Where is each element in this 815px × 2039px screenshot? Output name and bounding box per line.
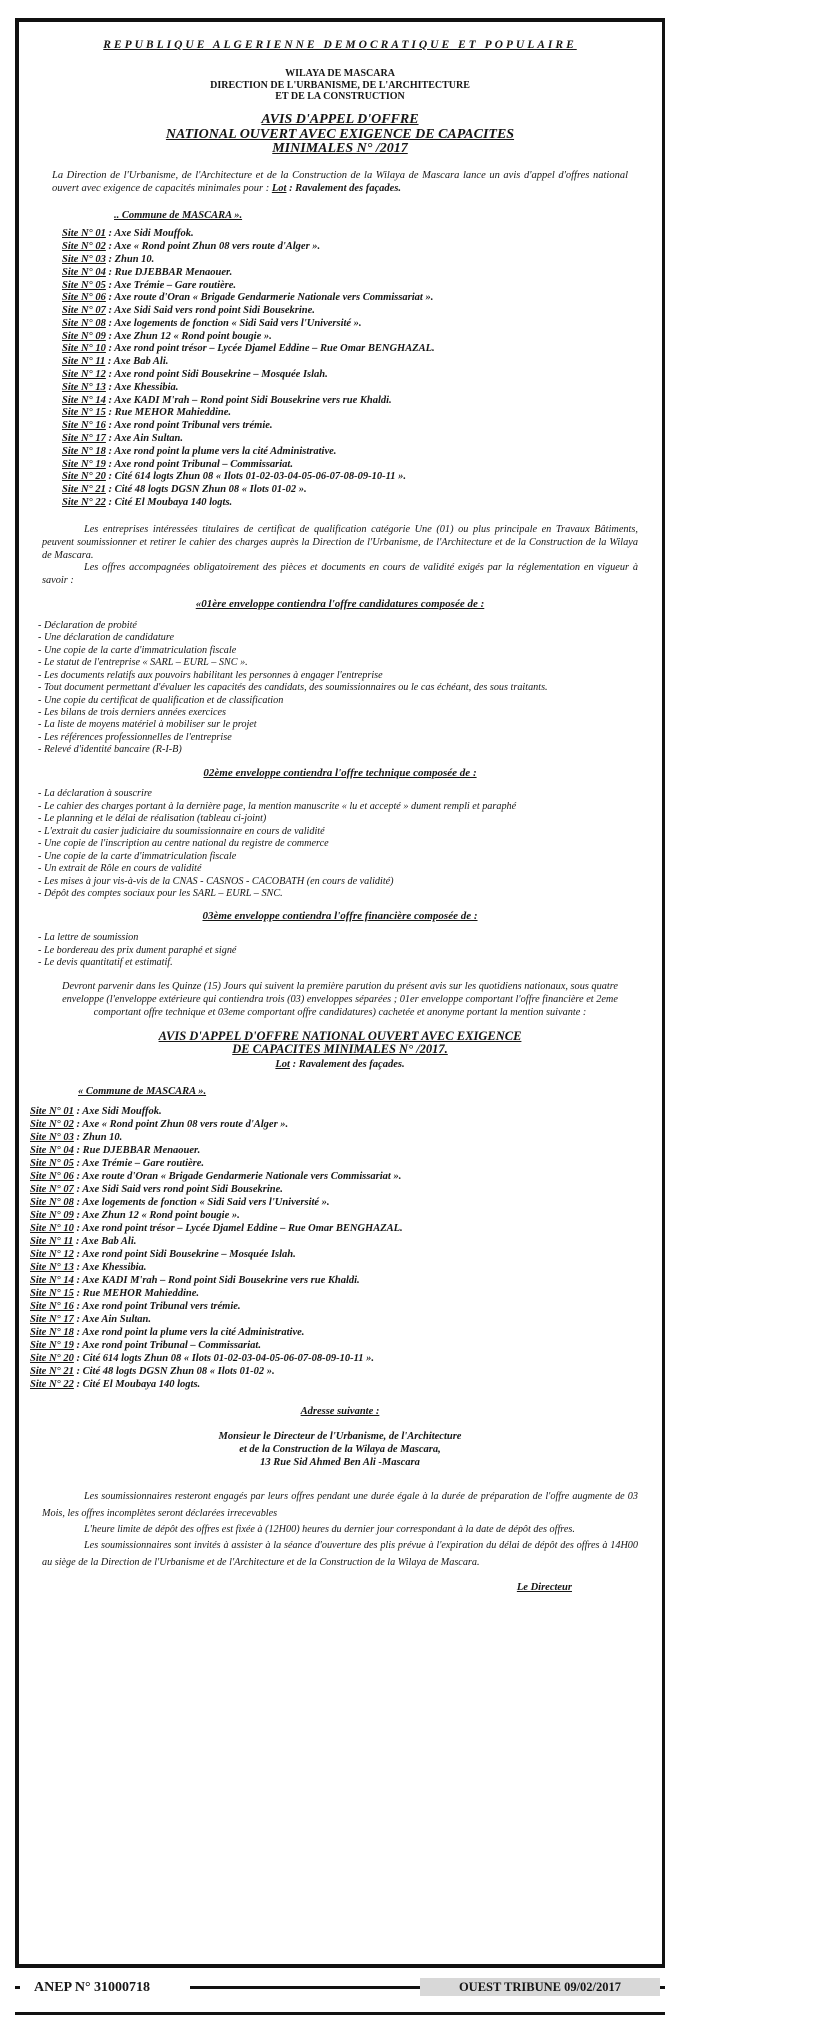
env3-list-item: - Le devis quantitatif et estimatif.: [38, 957, 173, 969]
site-code: Site N° 20: [30, 1352, 74, 1364]
repeat-site-item: [30, 1300, 642, 1313]
env2-list-item: - L'extrait du casier judiciaire du soumissionnaire en cours de validité: [38, 825, 325, 837]
env1-list-item: - Les documents relatifs aux pouvoirs habilitant les personnes à engager l'entreprise: [38, 669, 383, 681]
address-line2: et de la Construction de la Wilaya de Mascara,: [239, 1444, 441, 1456]
env1-list-item: - Une copie du certificat de qualification et de classification: [38, 694, 284, 706]
env1-list-item: - Les bilans de trois derniers années exercices: [38, 706, 226, 718]
site-description: : Axe Sidi Said vers rond point Sidi Bousekrine.: [76, 1183, 283, 1195]
repeat-site-item: [30, 1118, 642, 1131]
site-code: Site N° 19: [62, 458, 106, 470]
notice-title-line2: NATIONAL OUVERT AVEC EXIGENCE DE CAPACITES: [165, 126, 515, 142]
site-description: : Axe logements de fonction « Sidi Said vers l'Université ».: [76, 1196, 330, 1208]
site-code: Site N° 09: [30, 1209, 74, 1221]
direction-header-line2: ET DE LA CONSTRUCTION: [275, 91, 405, 103]
primary-site-item: [62, 292, 642, 305]
repeat-site-item: [30, 1183, 642, 1196]
notice-title-line1: AVIS D'APPEL D'OFFRE: [261, 111, 419, 127]
site-description: : Cité El Moubaya 140 logts.: [76, 1378, 201, 1390]
notice-title: [38, 113, 642, 157]
site-code: Site N° 21: [62, 484, 106, 496]
site-description: : Axe KADI M'rah – Rond point Sidi Bousekrine vers rue Khaldi.: [76, 1274, 360, 1286]
site-code: Site N° 11: [30, 1235, 74, 1247]
site-code: Site N° 08: [62, 317, 106, 329]
site-description: : Rue MEHOR Mahieddine.: [76, 1287, 200, 1299]
primary-site-item: [62, 484, 642, 497]
site-description: : Axe Khessibia.: [76, 1261, 147, 1273]
site-description: : Axe Ain Sultan.: [76, 1313, 151, 1325]
repeat-site-item: [30, 1287, 642, 1300]
site-code: Site N° 12: [30, 1248, 74, 1260]
section2-title: [38, 1030, 642, 1056]
section2-lot-label: Lot: [275, 1059, 290, 1071]
primary-site-item: [62, 228, 642, 241]
site-description: : Cité 48 logts DGSN Zhun 08 « Ilots 01-02 ».: [76, 1365, 275, 1377]
env2-list-item: - Le cahier des charges portant à la dernière page, la mention manuscrite « lu et accepté » dument rempli et paraphé: [38, 800, 517, 812]
env2-list-item: - Les mises à jour vis-à-vis de la CNAS - CASNOS - CACOBATH (en cours de validité): [38, 875, 394, 887]
primary-site-item: [62, 305, 642, 318]
site-code: Site N° 07: [30, 1183, 74, 1195]
primary-site-item: [62, 356, 642, 369]
site-code: Site N° 15: [30, 1287, 74, 1299]
site-description: : Axe route d'Oran « Brigade Gendarmerie Nationale vers Commissariat ».: [108, 292, 434, 304]
site-code: Site N° 04: [30, 1144, 74, 1156]
closing-paragraphs: [42, 1489, 638, 1571]
site-description: : Axe « Rond point Zhun 08 vers route d'Alger ».: [76, 1118, 289, 1130]
lot-line: [272, 183, 401, 194]
repeat-site-item: [30, 1157, 642, 1170]
site-code: Site N° 03: [62, 253, 106, 265]
envelope1-list: [38, 620, 642, 757]
site-code: Site N° 01: [62, 228, 106, 240]
site-description: : Cité 48 logts DGSN Zhun 08 « Ilots 01-02 ».: [108, 484, 307, 496]
site-description: : Axe rond point trésor – Lycée Djamel Eddine – Rue Omar BENGHAZAL.: [76, 1222, 403, 1234]
repeat-site-item: [30, 1248, 642, 1261]
footer: [0, 1976, 815, 2006]
primary-site-item: [62, 382, 642, 395]
section2-commune-heading: « Commune de MASCARA ».: [78, 1086, 207, 1098]
intro-text: La Direction de l'Urbanisme, de l'Architecture et de la Construction de la Wilaya de Mascara lance un avis d'appel d'offres national ouvert avec exigence de capacités minimales pour :: [52, 169, 628, 195]
site-description: : Axe logements de fonction « Sidi Said vers l'Université ».: [108, 317, 362, 329]
footer-bottom-rule: [15, 2012, 665, 2015]
env1-list-item: - Tout document permettant d'évaluer les capacités des candidats, des soumissionnaires ou le cas échéant, des sous traitants.: [38, 682, 548, 694]
repeat-site-item: [30, 1339, 642, 1352]
notice-title-line3: MINIMALES N° /2017: [272, 141, 408, 157]
sites-list: [62, 228, 642, 510]
section2-title-line2: DE CAPACITES MINIMALES N° /2017.: [232, 1042, 448, 1057]
repeat-site-item: [30, 1261, 642, 1274]
site-code: Site N° 06: [62, 292, 106, 304]
direction-header-line1: DIRECTION DE L'URBANISME, DE L'ARCHITECTURE: [210, 79, 470, 91]
eligibility-paragraph: Les entreprises intéressées titulaires de certificat de qualification catégorie Une (01) ou plus principale en Travaux Bâtiments, peuvent soumissionner et retirer le cahier des charges auprès la Direction de l'Urbanisme, de l'Architecture et de la Construction de la Wilaya de Mascara.: [42, 523, 638, 561]
site-code: Site N° 05: [62, 279, 106, 291]
site-code: Site N° 10: [62, 343, 106, 355]
repeat-site-item: [30, 1235, 642, 1248]
site-code: Site N° 18: [30, 1326, 74, 1338]
signature: Le Directeur: [516, 1581, 572, 1593]
site-code: Site N° 14: [30, 1274, 74, 1286]
env1-list-item: - La liste de moyens matériel à mobiliser sur le projet: [38, 719, 257, 731]
primary-site-item: [62, 433, 642, 446]
env1-list-item: - Le statut de l'entreprise « SARL – EURL – SNC ».: [38, 657, 248, 669]
commune-heading: .. Commune de MASCARA ».: [114, 210, 243, 222]
site-code: Site N° 10: [30, 1222, 74, 1234]
repeat-site-item: [30, 1378, 642, 1391]
site-description: : Axe Ain Sultan.: [108, 433, 183, 445]
wilaya-header: WILAYA DE MASCARA: [285, 68, 395, 80]
site-description: : Axe Sidi Mouffok.: [108, 228, 194, 240]
site-description: : Rue DJEBBAR Menaouer.: [76, 1144, 201, 1156]
site-description: : Axe Zhun 12 « Rond point bougie ».: [108, 330, 272, 342]
primary-site-item: [62, 459, 642, 472]
repeat-site-item: [30, 1131, 642, 1144]
env3-list-item: - Le bordereau des prix dument paraphé et signé: [38, 944, 237, 956]
env2-list-item: - La déclaration à souscrire: [38, 788, 152, 800]
lot-label: Lot: [271, 183, 287, 195]
env1-list-item: - Une déclaration de candidature: [38, 632, 174, 644]
address-line3: 13 Rue Sid Ahmed Ben Ali -Mascara: [260, 1457, 420, 1469]
site-description: : Axe rond point la plume vers la cité Administrative.: [76, 1326, 305, 1338]
site-description: : Axe rond point Tribunal – Commissariat.: [108, 458, 293, 470]
site-code: Site N° 02: [30, 1118, 74, 1130]
repeat-site-item: [30, 1326, 642, 1339]
site-description: : Cité El Moubaya 140 logts.: [108, 497, 233, 509]
site-description: : Axe rond point trésor – Lycée Djamel Eddine – Rue Omar BENGHAZAL.: [108, 343, 435, 355]
section2-lot-line: [38, 1058, 642, 1071]
site-code: Site N° 20: [62, 471, 106, 483]
primary-site-item: [62, 471, 642, 484]
site-code: Site N° 17: [30, 1313, 74, 1325]
site-code: Site N° 14: [62, 394, 106, 406]
env2-list-item: - Un extrait de Rôle en cours de validité: [38, 863, 202, 875]
anep-number: ANEP N° 31000718: [20, 1976, 190, 2000]
address-title: Adresse suivante :: [300, 1405, 380, 1417]
envelope1-title: «01ère enveloppe contiendra l'offre candidatures composée de :: [195, 598, 485, 611]
site-description: : Axe rond point Sidi Bousekrine – Mosquée Islah.: [108, 369, 328, 381]
repeat-site-item: [30, 1352, 642, 1365]
envelope3-list: [38, 932, 642, 969]
repeat-site-item: [30, 1209, 642, 1222]
closing-paragraph-3: Les soumissionnaires sont invités à assister à la séance d'ouverture des plis prévue à l'expiration du délai de dépôt des offres à 14H00 au siège de la Direction de l'Urbanisme et de l'Architecture et de la Construction de la Wilaya de Mascara.: [42, 1540, 638, 1568]
envelope2-list: [38, 788, 642, 900]
site-description: : Axe rond point la plume vers la cité Administrative.: [108, 445, 337, 457]
site-description: : Axe Trémie – Gare routière.: [76, 1157, 205, 1169]
intro-paragraph: [52, 169, 628, 195]
site-description: : Cité 614 logts Zhun 08 « Ilots 01-02-03-04-05-06-07-08-09-10-11 ».: [108, 471, 406, 483]
primary-site-item: [62, 331, 642, 344]
site-description: : Axe Sidi Said vers rond point Sidi Bousekrine.: [108, 305, 315, 317]
site-code: Site N° 03: [30, 1131, 74, 1143]
site-code: Site N° 11: [62, 356, 106, 368]
lot-value: : Ravalement des façades.: [289, 183, 402, 195]
closing-paragraph-1: Les soumissionnaires resteront engagés par leurs offres pendant une durée égale à la durée de préparation de l'offre augmente de 03 Mois, les offres incomplètes seront déclarées irrecevables: [42, 1491, 638, 1519]
site-code: Site N° 07: [62, 305, 106, 317]
primary-site-item: [62, 241, 642, 254]
site-code: Site N° 18: [62, 445, 106, 457]
site-description: : Axe Trémie – Gare routière.: [108, 279, 237, 291]
site-description: : Axe « Rond point Zhun 08 vers route d'Alger ».: [108, 241, 321, 253]
site-code: Site N° 13: [30, 1261, 74, 1273]
env2-list-item: - Une copie de l'inscription au centre national du registre de commerce: [38, 838, 329, 850]
section2-lot-value: : Ravalement des façades.: [292, 1059, 405, 1071]
site-description: : Cité 614 logts Zhun 08 « Ilots 01-02-03-04-05-06-07-08-09-10-11 ».: [76, 1352, 374, 1364]
site-code: Site N° 16: [30, 1300, 74, 1312]
address-block: [38, 1430, 642, 1469]
site-code: Site N° 05: [30, 1157, 74, 1169]
site-code: Site N° 21: [30, 1365, 74, 1377]
env3-list-item: - La lettre de soumission: [38, 932, 139, 944]
site-description: : Zhun 10.: [108, 253, 155, 265]
site-description: : Rue MEHOR Mahieddine.: [108, 407, 232, 419]
env1-list-item: - Les références professionnelles de l'entreprise: [38, 731, 232, 743]
primary-site-item: [62, 395, 642, 408]
primary-site-item: [62, 280, 642, 293]
sites-list-repeat: [30, 1105, 642, 1391]
site-code: Site N° 09: [62, 330, 106, 342]
site-code: Site N° 17: [62, 433, 106, 445]
env2-list-item: - Une copie de la carte d'immatriculation fiscale: [38, 850, 237, 862]
site-code: Site N° 15: [62, 407, 106, 419]
primary-site-item: [62, 369, 642, 382]
site-description: : Axe route d'Oran « Brigade Gendarmerie Nationale vers Commissariat ».: [76, 1170, 402, 1182]
env1-list-item: - Déclaration de probité: [38, 619, 137, 631]
primary-site-item: [62, 407, 642, 420]
address-line1: Monsieur le Directeur de l'Urbanisme, de l'Architecture: [218, 1431, 462, 1442]
primary-site-item: [62, 420, 642, 433]
primary-site-item: [62, 446, 642, 459]
repeat-site-item: [30, 1365, 642, 1378]
repeat-site-item: [30, 1196, 642, 1209]
site-code: Site N° 19: [30, 1339, 74, 1351]
site-description: : Axe KADI M'rah – Rond point Sidi Bousekrine vers rue Khaldi.: [108, 394, 392, 406]
deposit-paragraph: Devront parvenir dans les Quinze (15) Jours qui suivent la première parution du présent avis sur les quotidiens nationaux, sous quatre enveloppe (l'enveloppe extérieure qui contiendra trois (03) enveloppes séparées ; 01er enveloppe comportant l'offre financière et 2eme comportant offre technique et 03eme comportant offre candidatures) cachetée et anonyme portant la mention suivante :: [62, 981, 618, 1019]
documents-paragraph: Les offres accompagnées obligatoirement des pièces et documents en cours de validité exigés par la réglementation en vigueur à savoir :: [42, 562, 638, 587]
primary-site-item: [62, 254, 642, 267]
site-code: Site N° 06: [30, 1170, 74, 1182]
closing-paragraph-2: L'heure limite de dépôt des offres est fixée à (12H00) heures du dernier jour correspondant à la date de dépôt des offres.: [84, 1524, 575, 1535]
announcement-document: [22, 22, 658, 1962]
site-description: : Axe Zhun 12 « Rond point bougie ».: [76, 1209, 240, 1221]
primary-site-item: [62, 267, 642, 280]
site-code: Site N° 04: [62, 266, 106, 278]
site-description: : Axe Khessibia.: [108, 381, 179, 393]
site-description: : Rue DJEBBAR Menaouer.: [108, 266, 233, 278]
site-code: Site N° 22: [62, 497, 106, 509]
env1-list-item: - Relevé d'identité bancaire (R-I-B): [38, 744, 182, 756]
repeat-site-item: [30, 1144, 642, 1157]
site-description: : Zhun 10.: [76, 1131, 123, 1143]
site-description: : Axe rond point Tribunal vers trémie.: [108, 420, 273, 432]
site-description: : Axe Bab Ali.: [75, 1235, 137, 1247]
site-description: : Axe rond point Sidi Bousekrine – Mosquée Islah.: [76, 1248, 296, 1260]
site-code: Site N° 13: [62, 381, 106, 393]
site-code: Site N° 16: [62, 420, 106, 432]
site-code: Site N° 22: [30, 1378, 74, 1390]
repeat-site-item: [30, 1274, 642, 1287]
env2-list-item: - Le planning et le délai de réalisation (tableau ci-joint): [38, 813, 267, 825]
republic-header: REPUBLIQUE ALGERIENNE DEMOCRATIQUE ET POPULAIRE: [103, 39, 577, 51]
repeat-site-item: [30, 1105, 642, 1118]
env2-list-item: - Dépôt des comptes sociaux pour les SARL – EURL – SNC.: [38, 887, 283, 899]
env1-list-item: - Une copie de la carte d'immatriculation fiscale: [38, 644, 237, 656]
repeat-site-item: [30, 1170, 642, 1183]
envelope3-title: 03ème enveloppe contiendra l'offre financière composée de :: [202, 910, 478, 923]
site-code: Site N° 01: [30, 1105, 74, 1117]
primary-site-item: [62, 318, 642, 331]
site-code: Site N° 08: [30, 1196, 74, 1208]
publication-source: OUEST TRIBUNE 09/02/2017: [420, 1978, 660, 1996]
site-code: Site N° 02: [62, 241, 106, 253]
site-description: : Axe rond point Tribunal – Commissariat.: [76, 1339, 261, 1351]
section2-title-line1: AVIS D'APPEL D'OFFRE NATIONAL OUVERT AVEC EXIGENCE: [158, 1029, 522, 1044]
envelope2-title: 02ème enveloppe contiendra l'offre technique composée de :: [203, 766, 477, 779]
repeat-site-item: [30, 1313, 642, 1326]
primary-site-item: [62, 497, 642, 510]
site-code: Site N° 12: [62, 369, 106, 381]
primary-site-item: [62, 343, 642, 356]
site-description: : Axe Bab Ali.: [107, 356, 169, 368]
site-description: : Axe Sidi Mouffok.: [76, 1105, 162, 1117]
repeat-site-item: [30, 1222, 642, 1235]
site-description: : Axe rond point Tribunal vers trémie.: [76, 1300, 241, 1312]
